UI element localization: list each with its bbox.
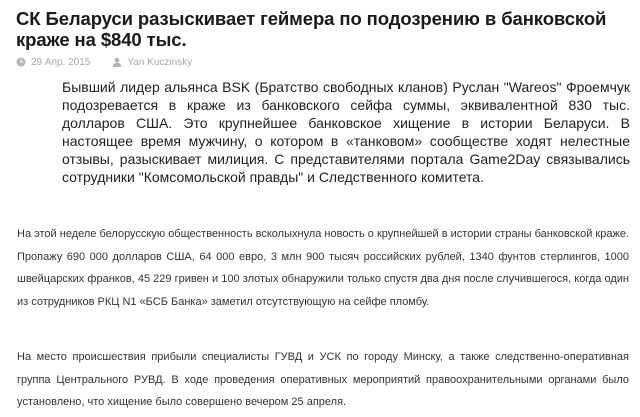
article-paragraph: На место происшествия прибыли специалисты ГУВД и УСК по городу Минску, а также следственно-оперативная группа Центрального РУВД. В ходе проведения оперативных мероприятий правоохранительными органами было установлено, что хищение было совершено вечером 25 апреля. xyxy=(17,351,629,408)
article-meta xyxy=(16,55,192,69)
user-icon xyxy=(112,57,122,67)
article-lead: Бывший лидер альянса BSK (Братство свободных кланов) Руслан "Wareos" Фроемчук подозревается в краже из банковского сейфа суммы, эквивалентной 830 тыс. долларов США. Это крупнейшее банковское хищение в истории Беларуси. В настоящее время мужчину, о котором в «танковом» сообществе ходят нелестные отзывы, разыскивает милиция. С представителями портала Game2Day связывались сотрудники "Комсомольской правды" и Следственного комитета. xyxy=(62,79,630,185)
clock-icon xyxy=(16,57,26,67)
article-title: СК Беларуси разыскивает геймера по подозрению в банковской краже на $840 тыс. xyxy=(16,8,607,50)
article-author[interactable]: Yan Kuczinsky xyxy=(127,56,193,68)
article-paragraph: На этой неделе белорусскую общественность всколыхнула новость о крупнейшей в истории страны банковской краже. Пропажу 690 000 долларов США, 64 000 евро, 3 млн 900 тысяч российских рублей, 1340 фунтов стерлингов, 1000 швейцарских франков, 45 229 гривен и 100 злотых обнаружили только спустя два дня после случившегося, когда один из сотрудников РКЦ N1 «БСБ Банка» заметил отсутствующую на сейфе пломбу. xyxy=(17,228,629,308)
article-date: 29 Апр. 2015 xyxy=(31,56,91,68)
